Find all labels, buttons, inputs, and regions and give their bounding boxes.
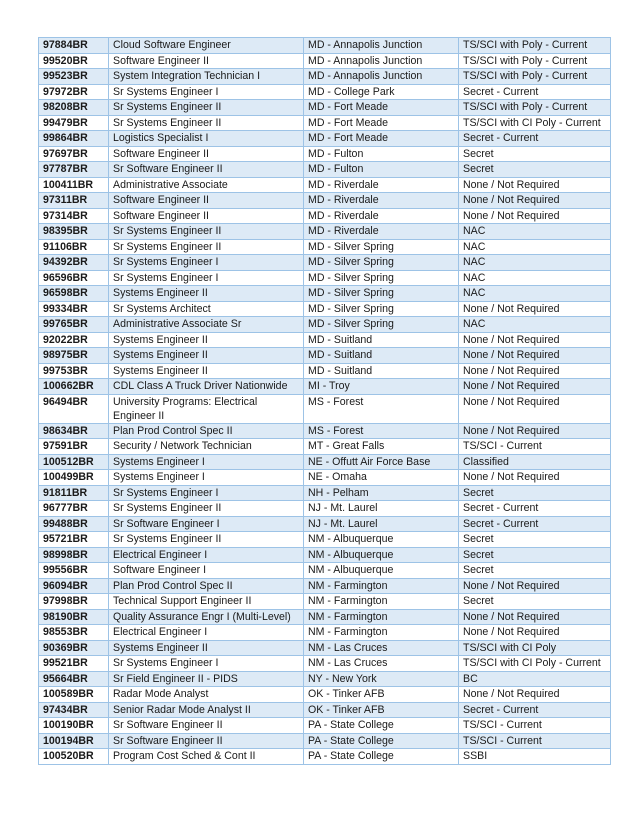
job-location-cell: MS - Forest: [304, 394, 459, 423]
job-clearance-cell: Secret: [459, 146, 611, 162]
job-location-cell: MD - Silver Spring: [304, 286, 459, 302]
job-location-cell: NM - Farmington: [304, 609, 459, 625]
table-row: [39, 301, 611, 317]
job-title-cell: Sr Software Engineer I: [109, 516, 304, 532]
job-title-cell: Plan Prod Control Spec II: [109, 423, 304, 439]
table-row: [39, 532, 611, 548]
job-id-cell: 97884BR: [39, 38, 109, 54]
job-location-cell: NE - Offutt Air Force Base: [304, 454, 459, 470]
job-location-cell: MD - Silver Spring: [304, 255, 459, 271]
job-clearance-cell: None / Not Required: [459, 332, 611, 348]
table-row: [39, 270, 611, 286]
job-id-cell: 96598BR: [39, 286, 109, 302]
table-row: [39, 115, 611, 131]
job-title-cell: Systems Engineer II: [109, 286, 304, 302]
job-title-cell: Software Engineer II: [109, 208, 304, 224]
job-location-cell: OK - Tinker AFB: [304, 687, 459, 703]
job-id-cell: 97311BR: [39, 193, 109, 209]
job-title-cell: Plan Prod Control Spec II: [109, 578, 304, 594]
table-row: [39, 69, 611, 85]
job-title-cell: Sr Systems Engineer II: [109, 224, 304, 240]
job-id-cell: 99488BR: [39, 516, 109, 532]
job-clearance-cell: NAC: [459, 286, 611, 302]
table-row: [39, 317, 611, 333]
job-id-cell: 96494BR: [39, 394, 109, 423]
job-id-cell: 97434BR: [39, 702, 109, 718]
table-row: [39, 177, 611, 193]
job-title-cell: Electrical Engineer I: [109, 547, 304, 563]
job-title-cell: Logistics Specialist I: [109, 131, 304, 147]
table-row: [39, 547, 611, 563]
table-row: [39, 578, 611, 594]
job-listings-body: [39, 38, 611, 765]
job-clearance-cell: NAC: [459, 255, 611, 271]
job-title-cell: System Integration Technician I: [109, 69, 304, 85]
job-title-cell: Systems Engineer II: [109, 332, 304, 348]
job-location-cell: MD - Fulton: [304, 162, 459, 178]
job-location-cell: MD - Silver Spring: [304, 301, 459, 317]
job-location-cell: MD - Silver Spring: [304, 317, 459, 333]
table-row: [39, 439, 611, 455]
job-title-cell: Sr Field Engineer II - PIDS: [109, 671, 304, 687]
job-id-cell: 96094BR: [39, 578, 109, 594]
job-title-cell: Sr Systems Engineer I: [109, 270, 304, 286]
job-location-cell: MD - Annapolis Junction: [304, 53, 459, 69]
job-title-cell: Sr Software Engineer II: [109, 162, 304, 178]
job-title-cell: Quality Assurance Engr I (Multi-Level): [109, 609, 304, 625]
job-id-cell: 98553BR: [39, 625, 109, 641]
table-row: [39, 84, 611, 100]
job-title-cell: Systems Engineer I: [109, 454, 304, 470]
job-location-cell: MD - Suitland: [304, 348, 459, 364]
job-title-cell: Software Engineer II: [109, 146, 304, 162]
job-location-cell: NM - Albuquerque: [304, 547, 459, 563]
job-clearance-cell: TS/SCI with Poly - Current: [459, 53, 611, 69]
job-location-cell: NH - Pelham: [304, 485, 459, 501]
job-id-cell: 98975BR: [39, 348, 109, 364]
table-row: [39, 671, 611, 687]
table-row: [39, 379, 611, 395]
job-title-cell: University Programs: Electrical Engineer II: [109, 394, 304, 423]
table-row: [39, 38, 611, 54]
job-clearance-cell: Secret: [459, 532, 611, 548]
job-id-cell: 98208BR: [39, 100, 109, 116]
job-location-cell: MD - College Park: [304, 84, 459, 100]
job-clearance-cell: None / Not Required: [459, 208, 611, 224]
job-title-cell: Administrative Associate: [109, 177, 304, 193]
job-clearance-cell: Secret - Current: [459, 501, 611, 517]
job-clearance-cell: TS/SCI - Current: [459, 733, 611, 749]
job-location-cell: MS - Forest: [304, 423, 459, 439]
job-clearance-cell: TS/SCI with CI Poly - Current: [459, 115, 611, 131]
job-clearance-cell: None / Not Required: [459, 193, 611, 209]
job-location-cell: MT - Great Falls: [304, 439, 459, 455]
job-clearance-cell: None / Not Required: [459, 394, 611, 423]
job-listings-table: [38, 37, 611, 765]
job-location-cell: NE - Omaha: [304, 470, 459, 486]
job-id-cell: 99753BR: [39, 363, 109, 379]
job-clearance-cell: None / Not Required: [459, 687, 611, 703]
job-title-cell: Program Cost Sched & Cont II: [109, 749, 304, 765]
job-clearance-cell: BC: [459, 671, 611, 687]
job-clearance-cell: TS/SCI with Poly - Current: [459, 100, 611, 116]
job-location-cell: MD - Annapolis Junction: [304, 69, 459, 85]
table-row: [39, 470, 611, 486]
job-location-cell: MD - Riverdale: [304, 224, 459, 240]
job-id-cell: 100520BR: [39, 749, 109, 765]
job-id-cell: 99334BR: [39, 301, 109, 317]
job-clearance-cell: TS/SCI with CI Poly - Current: [459, 656, 611, 672]
job-title-cell: Sr Systems Engineer II: [109, 239, 304, 255]
job-clearance-cell: Secret: [459, 563, 611, 579]
table-row: [39, 563, 611, 579]
job-id-cell: 92022BR: [39, 332, 109, 348]
job-id-cell: 97591BR: [39, 439, 109, 455]
job-id-cell: 100190BR: [39, 718, 109, 734]
table-row: [39, 501, 611, 517]
job-clearance-cell: NAC: [459, 270, 611, 286]
table-row: [39, 162, 611, 178]
job-clearance-cell: None / Not Required: [459, 363, 611, 379]
table-row: [39, 53, 611, 69]
job-location-cell: MD - Fort Meade: [304, 100, 459, 116]
job-clearance-cell: TS/SCI with Poly - Current: [459, 38, 611, 54]
job-id-cell: 98395BR: [39, 224, 109, 240]
job-title-cell: Electrical Engineer I: [109, 625, 304, 641]
job-location-cell: PA - State College: [304, 733, 459, 749]
job-location-cell: NM - Las Cruces: [304, 656, 459, 672]
table-row: [39, 255, 611, 271]
job-id-cell: 94392BR: [39, 255, 109, 271]
job-id-cell: 95721BR: [39, 532, 109, 548]
job-clearance-cell: TS/SCI - Current: [459, 718, 611, 734]
table-row: [39, 363, 611, 379]
job-id-cell: 99556BR: [39, 563, 109, 579]
job-location-cell: MD - Riverdale: [304, 208, 459, 224]
job-id-cell: 98190BR: [39, 609, 109, 625]
job-title-cell: Sr Systems Engineer II: [109, 100, 304, 116]
job-clearance-cell: Secret: [459, 547, 611, 563]
job-location-cell: MD - Silver Spring: [304, 239, 459, 255]
job-clearance-cell: NAC: [459, 224, 611, 240]
job-id-cell: 99765BR: [39, 317, 109, 333]
job-id-cell: 97787BR: [39, 162, 109, 178]
job-clearance-cell: Secret: [459, 162, 611, 178]
table-row: [39, 239, 611, 255]
job-id-cell: 99864BR: [39, 131, 109, 147]
table-row: [39, 454, 611, 470]
table-row: [39, 394, 611, 423]
job-id-cell: 100662BR: [39, 379, 109, 395]
job-title-cell: Systems Engineer I: [109, 470, 304, 486]
job-clearance-cell: None / Not Required: [459, 609, 611, 625]
job-id-cell: 98998BR: [39, 547, 109, 563]
job-location-cell: PA - State College: [304, 718, 459, 734]
job-clearance-cell: Secret - Current: [459, 84, 611, 100]
job-id-cell: 98634BR: [39, 423, 109, 439]
table-row: [39, 749, 611, 765]
job-title-cell: Radar Mode Analyst: [109, 687, 304, 703]
job-clearance-cell: None / Not Required: [459, 177, 611, 193]
job-location-cell: MD - Silver Spring: [304, 270, 459, 286]
job-title-cell: Sr Software Engineer II: [109, 718, 304, 734]
job-location-cell: NM - Farmington: [304, 625, 459, 641]
job-id-cell: 96596BR: [39, 270, 109, 286]
job-location-cell: NM - Farmington: [304, 594, 459, 610]
job-clearance-cell: Classified: [459, 454, 611, 470]
table-row: [39, 131, 611, 147]
job-title-cell: Sr Systems Engineer I: [109, 656, 304, 672]
job-title-cell: Software Engineer I: [109, 563, 304, 579]
job-clearance-cell: SSBI: [459, 749, 611, 765]
job-id-cell: 96777BR: [39, 501, 109, 517]
table-row: [39, 332, 611, 348]
table-row: [39, 485, 611, 501]
job-title-cell: Sr Systems Engineer I: [109, 255, 304, 271]
job-title-cell: Sr Systems Engineer I: [109, 485, 304, 501]
job-clearance-cell: Secret - Current: [459, 131, 611, 147]
job-id-cell: 97972BR: [39, 84, 109, 100]
table-row: [39, 687, 611, 703]
job-clearance-cell: None / Not Required: [459, 301, 611, 317]
table-row: [39, 423, 611, 439]
job-title-cell: Systems Engineer II: [109, 348, 304, 364]
job-title-cell: Sr Systems Engineer II: [109, 532, 304, 548]
table-row: [39, 718, 611, 734]
job-title-cell: CDL Class A Truck Driver Nationwide: [109, 379, 304, 395]
table-row: [39, 193, 611, 209]
table-row: [39, 733, 611, 749]
job-id-cell: 91106BR: [39, 239, 109, 255]
job-id-cell: 100512BR: [39, 454, 109, 470]
job-location-cell: NM - Las Cruces: [304, 640, 459, 656]
job-title-cell: Technical Support Engineer II: [109, 594, 304, 610]
job-location-cell: OK - Tinker AFB: [304, 702, 459, 718]
job-title-cell: Sr Systems Architect: [109, 301, 304, 317]
job-clearance-cell: TS/SCI - Current: [459, 439, 611, 455]
job-id-cell: 95664BR: [39, 671, 109, 687]
job-location-cell: NJ - Mt. Laurel: [304, 516, 459, 532]
table-row: [39, 348, 611, 364]
job-location-cell: NJ - Mt. Laurel: [304, 501, 459, 517]
job-id-cell: 100589BR: [39, 687, 109, 703]
job-id-cell: 99521BR: [39, 656, 109, 672]
table-row: [39, 146, 611, 162]
job-clearance-cell: TS/SCI with Poly - Current: [459, 69, 611, 85]
job-id-cell: 99520BR: [39, 53, 109, 69]
job-id-cell: 99523BR: [39, 69, 109, 85]
job-clearance-cell: Secret: [459, 594, 611, 610]
job-location-cell: MD - Suitland: [304, 332, 459, 348]
job-id-cell: 100194BR: [39, 733, 109, 749]
job-location-cell: MD - Fulton: [304, 146, 459, 162]
job-clearance-cell: TS/SCI with CI Poly: [459, 640, 611, 656]
job-clearance-cell: Secret - Current: [459, 702, 611, 718]
job-location-cell: MD - Riverdale: [304, 177, 459, 193]
job-clearance-cell: None / Not Required: [459, 379, 611, 395]
table-row: [39, 516, 611, 532]
job-clearance-cell: None / Not Required: [459, 470, 611, 486]
job-title-cell: Software Engineer II: [109, 193, 304, 209]
job-location-cell: PA - State College: [304, 749, 459, 765]
job-title-cell: Security / Network Technician: [109, 439, 304, 455]
job-id-cell: 100499BR: [39, 470, 109, 486]
job-clearance-cell: None / Not Required: [459, 578, 611, 594]
table-row: [39, 224, 611, 240]
job-location-cell: NY - New York: [304, 671, 459, 687]
job-location-cell: NM - Albuquerque: [304, 532, 459, 548]
table-row: [39, 656, 611, 672]
job-clearance-cell: None / Not Required: [459, 625, 611, 641]
job-id-cell: 99479BR: [39, 115, 109, 131]
job-title-cell: Sr Software Engineer II: [109, 733, 304, 749]
job-id-cell: 91811BR: [39, 485, 109, 501]
job-title-cell: Administrative Associate Sr: [109, 317, 304, 333]
job-title-cell: Systems Engineer II: [109, 363, 304, 379]
job-clearance-cell: None / Not Required: [459, 348, 611, 364]
job-clearance-cell: None / Not Required: [459, 423, 611, 439]
job-clearance-cell: Secret: [459, 485, 611, 501]
job-title-cell: Software Engineer II: [109, 53, 304, 69]
job-id-cell: 97998BR: [39, 594, 109, 610]
job-location-cell: NM - Farmington: [304, 578, 459, 594]
job-location-cell: MD - Riverdale: [304, 193, 459, 209]
job-location-cell: MD - Suitland: [304, 363, 459, 379]
job-id-cell: 97697BR: [39, 146, 109, 162]
job-location-cell: MD - Annapolis Junction: [304, 38, 459, 54]
table-row: [39, 625, 611, 641]
job-title-cell: Sr Systems Engineer II: [109, 115, 304, 131]
job-clearance-cell: Secret - Current: [459, 516, 611, 532]
job-title-cell: Systems Engineer II: [109, 640, 304, 656]
job-title-cell: Senior Radar Mode Analyst II: [109, 702, 304, 718]
job-location-cell: MD - Fort Meade: [304, 131, 459, 147]
job-id-cell: 100411BR: [39, 177, 109, 193]
job-title-cell: Cloud Software Engineer: [109, 38, 304, 54]
job-title-cell: Sr Systems Engineer II: [109, 501, 304, 517]
table-row: [39, 594, 611, 610]
table-row: [39, 286, 611, 302]
job-location-cell: MI - Troy: [304, 379, 459, 395]
job-id-cell: 90369BR: [39, 640, 109, 656]
table-row: [39, 208, 611, 224]
table-row: [39, 609, 611, 625]
job-location-cell: NM - Albuquerque: [304, 563, 459, 579]
job-title-cell: Sr Systems Engineer I: [109, 84, 304, 100]
table-row: [39, 702, 611, 718]
job-clearance-cell: NAC: [459, 317, 611, 333]
job-location-cell: MD - Fort Meade: [304, 115, 459, 131]
job-clearance-cell: NAC: [459, 239, 611, 255]
table-row: [39, 100, 611, 116]
table-row: [39, 640, 611, 656]
job-id-cell: 97314BR: [39, 208, 109, 224]
